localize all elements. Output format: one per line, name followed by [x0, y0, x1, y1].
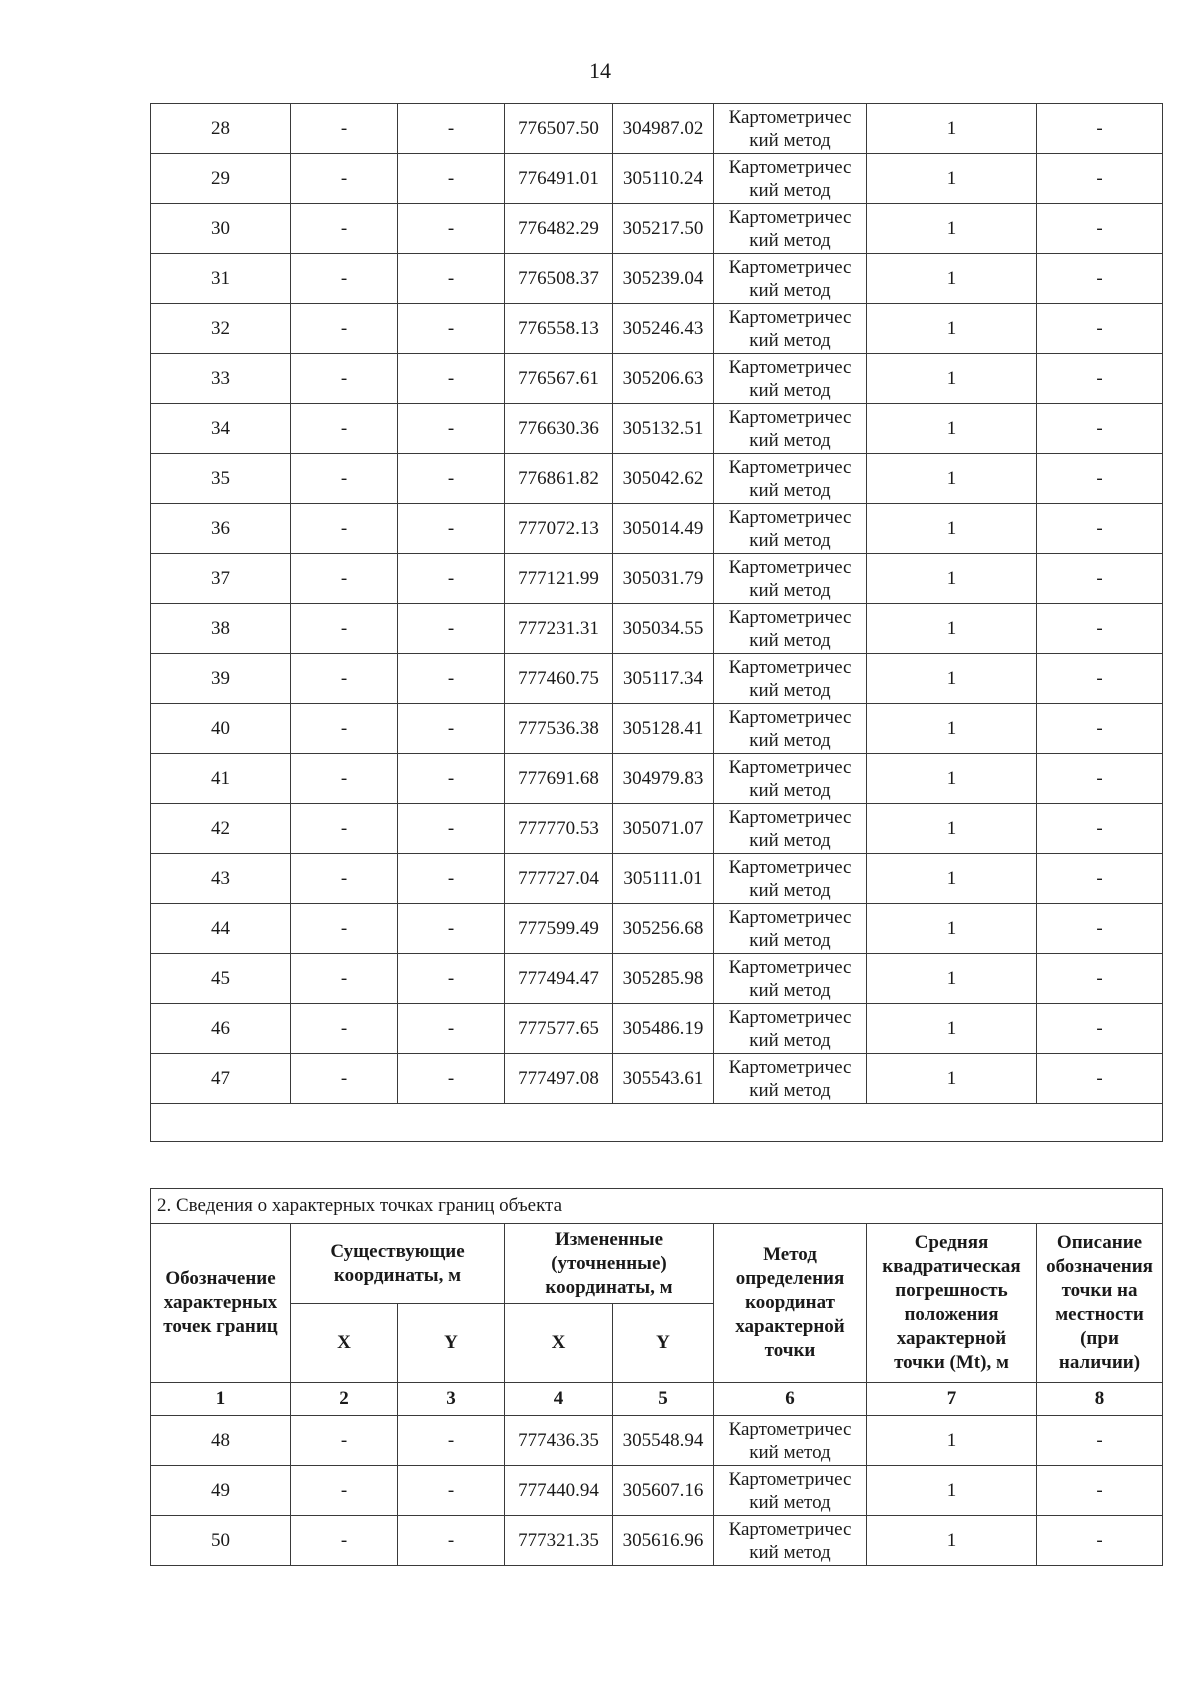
accuracy-cell: 1	[867, 854, 1037, 904]
x-cell: 776558.13	[505, 304, 613, 354]
y-cell: 305246.43	[613, 304, 714, 354]
existing-x-cell: -	[291, 554, 398, 604]
point-cell: 49	[151, 1466, 291, 1516]
accuracy-cell: 1	[867, 904, 1037, 954]
point-cell: 43	[151, 854, 291, 904]
existing-y-cell: -	[398, 1466, 505, 1516]
y-cell: 305110.24	[613, 154, 714, 204]
accuracy-cell: 1	[867, 354, 1037, 404]
existing-y-cell: -	[398, 454, 505, 504]
x-cell: 777072.13	[505, 504, 613, 554]
description-cell: -	[1037, 104, 1163, 154]
y-cell: 305071.07	[613, 804, 714, 854]
point-cell: 47	[151, 1054, 291, 1104]
y-cell: 305128.41	[613, 704, 714, 754]
x-cell: 777770.53	[505, 804, 613, 854]
method-cell: Картометричес кий метод	[714, 1416, 867, 1466]
existing-y-cell: -	[398, 754, 505, 804]
coordinates-table-continued	[150, 103, 1163, 1142]
point-cell: 35	[151, 454, 291, 504]
table-row	[151, 954, 1163, 1004]
point-cell: 39	[151, 654, 291, 704]
column-number-cell: 7	[867, 1383, 1037, 1416]
x-cell: 776491.01	[505, 154, 613, 204]
header-changed-x: X	[505, 1304, 613, 1383]
y-cell: 305486.19	[613, 1004, 714, 1054]
header-existing-coordinates: Существующие координаты, м	[291, 1224, 505, 1304]
x-cell: 777691.68	[505, 754, 613, 804]
accuracy-cell: 1	[867, 154, 1037, 204]
accuracy-cell: 1	[867, 654, 1037, 704]
table-row	[151, 204, 1163, 254]
y-cell: 305543.61	[613, 1054, 714, 1104]
table-row	[151, 904, 1163, 954]
accuracy-cell: 1	[867, 404, 1037, 454]
method-cell: Картометричес кий метод	[714, 1004, 867, 1054]
accuracy-cell: 1	[867, 704, 1037, 754]
existing-y-cell: -	[398, 854, 505, 904]
accuracy-cell: 1	[867, 604, 1037, 654]
y-cell: 304987.02	[613, 104, 714, 154]
table-row	[151, 504, 1163, 554]
accuracy-cell: 1	[867, 1466, 1037, 1516]
method-cell: Картометричес кий метод	[714, 904, 867, 954]
method-cell: Картометричес кий метод	[714, 604, 867, 654]
empty-cell	[151, 1104, 1163, 1142]
existing-x-cell: -	[291, 154, 398, 204]
y-cell: 305217.50	[613, 204, 714, 254]
point-cell: 33	[151, 354, 291, 404]
table-row	[151, 1516, 1163, 1566]
x-cell: 776630.36	[505, 404, 613, 454]
existing-y-cell: -	[398, 154, 505, 204]
description-cell: -	[1037, 1416, 1163, 1466]
method-cell: Картометричес кий метод	[714, 454, 867, 504]
y-cell: 305239.04	[613, 254, 714, 304]
point-cell: 31	[151, 254, 291, 304]
accuracy-cell: 1	[867, 804, 1037, 854]
method-cell: Картометричес кий метод	[714, 404, 867, 454]
header-changed-y: Y	[613, 1304, 714, 1383]
accuracy-cell: 1	[867, 1516, 1037, 1566]
description-cell: -	[1037, 704, 1163, 754]
existing-y-cell: -	[398, 104, 505, 154]
y-cell: 305042.62	[613, 454, 714, 504]
method-cell: Картометричес кий метод	[714, 1516, 867, 1566]
table-row	[151, 754, 1163, 804]
table-empty-row	[151, 1104, 1163, 1142]
existing-x-cell: -	[291, 1054, 398, 1104]
accuracy-cell: 1	[867, 1416, 1037, 1466]
existing-y-cell: -	[398, 904, 505, 954]
accuracy-cell: 1	[867, 204, 1037, 254]
accuracy-cell: 1	[867, 954, 1037, 1004]
description-cell: -	[1037, 354, 1163, 404]
point-cell: 29	[151, 154, 291, 204]
accuracy-cell: 1	[867, 504, 1037, 554]
existing-x-cell: -	[291, 504, 398, 554]
description-cell: -	[1037, 954, 1163, 1004]
y-cell: 305285.98	[613, 954, 714, 1004]
description-cell: -	[1037, 654, 1163, 704]
column-number-cell: 4	[505, 1383, 613, 1416]
header-accuracy: Средняя квадратическая погрешность положения характерной точки (Mt), м	[867, 1224, 1037, 1383]
boundary-points-table	[150, 1188, 1163, 1566]
table-row	[151, 1054, 1163, 1104]
header-changed-coordinates: Измененные (уточненные) координаты, м	[505, 1224, 714, 1304]
description-cell: -	[1037, 1516, 1163, 1566]
column-number-cell: 8	[1037, 1383, 1163, 1416]
method-cell: Картометричес кий метод	[714, 554, 867, 604]
x-cell: 776507.50	[505, 104, 613, 154]
existing-x-cell: -	[291, 104, 398, 154]
description-cell: -	[1037, 404, 1163, 454]
existing-y-cell: -	[398, 354, 505, 404]
method-cell: Картометричес кий метод	[714, 1054, 867, 1104]
x-cell: 777460.75	[505, 654, 613, 704]
table-row	[151, 304, 1163, 354]
x-cell: 776567.61	[505, 354, 613, 404]
column-number-cell: 1	[151, 1383, 291, 1416]
description-cell: -	[1037, 304, 1163, 354]
existing-y-cell: -	[398, 604, 505, 654]
existing-y-cell: -	[398, 704, 505, 754]
table-row	[151, 854, 1163, 904]
table-row	[151, 454, 1163, 504]
y-cell: 305548.94	[613, 1416, 714, 1466]
existing-x-cell: -	[291, 854, 398, 904]
table-row	[151, 1466, 1163, 1516]
existing-y-cell: -	[398, 554, 505, 604]
table-row	[151, 404, 1163, 454]
table-row	[151, 1004, 1163, 1054]
accuracy-cell: 1	[867, 1004, 1037, 1054]
method-cell: Картометричес кий метод	[714, 804, 867, 854]
x-cell: 777577.65	[505, 1004, 613, 1054]
existing-x-cell: -	[291, 354, 398, 404]
header-point-designation: Обозначение характерных точек границ	[151, 1224, 291, 1383]
point-cell: 45	[151, 954, 291, 1004]
table-row	[151, 654, 1163, 704]
method-cell: Картометричес кий метод	[714, 304, 867, 354]
method-cell: Картометричес кий метод	[714, 754, 867, 804]
existing-x-cell: -	[291, 654, 398, 704]
method-cell: Картометричес кий метод	[714, 154, 867, 204]
accuracy-cell: 1	[867, 554, 1037, 604]
column-number-cell: 5	[613, 1383, 714, 1416]
x-cell: 776861.82	[505, 454, 613, 504]
header-description: Описание обозначения точки на местности (при наличии)	[1037, 1224, 1163, 1383]
y-cell: 305206.63	[613, 354, 714, 404]
method-cell: Картометричес кий метод	[714, 704, 867, 754]
description-cell: -	[1037, 504, 1163, 554]
description-cell: -	[1037, 604, 1163, 654]
page-number: 14	[589, 58, 611, 83]
x-cell: 777436.35	[505, 1416, 613, 1466]
y-cell: 305256.68	[613, 904, 714, 954]
method-cell: Картометричес кий метод	[714, 854, 867, 904]
y-cell: 305132.51	[613, 404, 714, 454]
point-cell: 34	[151, 404, 291, 454]
existing-x-cell: -	[291, 304, 398, 354]
description-cell: -	[1037, 554, 1163, 604]
point-cell: 46	[151, 1004, 291, 1054]
method-cell: Картометричес кий метод	[714, 654, 867, 704]
description-cell: -	[1037, 854, 1163, 904]
x-cell: 776482.29	[505, 204, 613, 254]
point-cell: 48	[151, 1416, 291, 1466]
existing-x-cell: -	[291, 904, 398, 954]
description-cell: -	[1037, 804, 1163, 854]
x-cell: 777497.08	[505, 1054, 613, 1104]
description-cell: -	[1037, 1466, 1163, 1516]
description-cell: -	[1037, 154, 1163, 204]
method-cell: Картометричес кий метод	[714, 504, 867, 554]
accuracy-cell: 1	[867, 454, 1037, 504]
existing-x-cell: -	[291, 1516, 398, 1566]
existing-y-cell: -	[398, 1004, 505, 1054]
existing-y-cell: -	[398, 1516, 505, 1566]
column-number-cell: 6	[714, 1383, 867, 1416]
y-cell: 304979.83	[613, 754, 714, 804]
point-cell: 28	[151, 104, 291, 154]
x-cell: 777121.99	[505, 554, 613, 604]
y-cell: 305014.49	[613, 504, 714, 554]
existing-y-cell: -	[398, 504, 505, 554]
method-cell: Картометричес кий метод	[714, 954, 867, 1004]
existing-x-cell: -	[291, 804, 398, 854]
method-cell: Картометричес кий метод	[714, 1466, 867, 1516]
point-cell: 36	[151, 504, 291, 554]
method-cell: Картометричес кий метод	[714, 354, 867, 404]
existing-x-cell: -	[291, 954, 398, 1004]
existing-x-cell: -	[291, 404, 398, 454]
accuracy-cell: 1	[867, 1054, 1037, 1104]
description-cell: -	[1037, 754, 1163, 804]
column-number-row	[151, 1383, 1163, 1416]
x-cell: 777494.47	[505, 954, 613, 1004]
point-cell: 38	[151, 604, 291, 654]
table-row	[151, 804, 1163, 854]
existing-x-cell: -	[291, 204, 398, 254]
point-cell: 44	[151, 904, 291, 954]
existing-x-cell: -	[291, 1416, 398, 1466]
table-row	[151, 554, 1163, 604]
description-cell: -	[1037, 904, 1163, 954]
existing-x-cell: -	[291, 1466, 398, 1516]
table-row	[151, 154, 1163, 204]
point-cell: 32	[151, 304, 291, 354]
x-cell: 777536.38	[505, 704, 613, 754]
x-cell: 777599.49	[505, 904, 613, 954]
y-cell: 305111.01	[613, 854, 714, 904]
x-cell: 777727.04	[505, 854, 613, 904]
table-row	[151, 604, 1163, 654]
accuracy-cell: 1	[867, 254, 1037, 304]
existing-x-cell: -	[291, 754, 398, 804]
y-cell: 305607.16	[613, 1466, 714, 1516]
existing-y-cell: -	[398, 1054, 505, 1104]
x-cell: 776508.37	[505, 254, 613, 304]
y-cell: 305031.79	[613, 554, 714, 604]
point-cell: 42	[151, 804, 291, 854]
point-cell: 30	[151, 204, 291, 254]
accuracy-cell: 1	[867, 754, 1037, 804]
table-title: 2. Сведения о характерных точках границ объекта	[151, 1189, 1163, 1224]
existing-y-cell: -	[398, 254, 505, 304]
description-cell: -	[1037, 1004, 1163, 1054]
existing-y-cell: -	[398, 404, 505, 454]
accuracy-cell: 1	[867, 304, 1037, 354]
point-cell: 37	[151, 554, 291, 604]
header-method: Метод определения координат характерной точки	[714, 1224, 867, 1383]
accuracy-cell: 1	[867, 104, 1037, 154]
existing-x-cell: -	[291, 704, 398, 754]
method-cell: Картометричес кий метод	[714, 204, 867, 254]
existing-y-cell: -	[398, 1416, 505, 1466]
existing-y-cell: -	[398, 804, 505, 854]
method-cell: Картометричес кий метод	[714, 104, 867, 154]
existing-x-cell: -	[291, 454, 398, 504]
point-cell: 50	[151, 1516, 291, 1566]
point-cell: 40	[151, 704, 291, 754]
y-cell: 305616.96	[613, 1516, 714, 1566]
header-existing-x: X	[291, 1304, 398, 1383]
column-number-cell: 3	[398, 1383, 505, 1416]
y-cell: 305034.55	[613, 604, 714, 654]
existing-y-cell: -	[398, 654, 505, 704]
description-cell: -	[1037, 1054, 1163, 1104]
existing-y-cell: -	[398, 304, 505, 354]
existing-x-cell: -	[291, 604, 398, 654]
description-cell: -	[1037, 254, 1163, 304]
existing-x-cell: -	[291, 254, 398, 304]
table-row	[151, 704, 1163, 754]
table-row	[151, 104, 1163, 154]
point-cell: 41	[151, 754, 291, 804]
y-cell: 305117.34	[613, 654, 714, 704]
description-cell: -	[1037, 204, 1163, 254]
table-row	[151, 354, 1163, 404]
existing-y-cell: -	[398, 204, 505, 254]
table-row	[151, 254, 1163, 304]
existing-x-cell: -	[291, 1004, 398, 1054]
table-row	[151, 1416, 1163, 1466]
x-cell: 777231.31	[505, 604, 613, 654]
x-cell: 777321.35	[505, 1516, 613, 1566]
existing-y-cell: -	[398, 954, 505, 1004]
method-cell: Картометричес кий метод	[714, 254, 867, 304]
description-cell: -	[1037, 454, 1163, 504]
header-existing-y: Y	[398, 1304, 505, 1383]
column-number-cell: 2	[291, 1383, 398, 1416]
x-cell: 777440.94	[505, 1466, 613, 1516]
